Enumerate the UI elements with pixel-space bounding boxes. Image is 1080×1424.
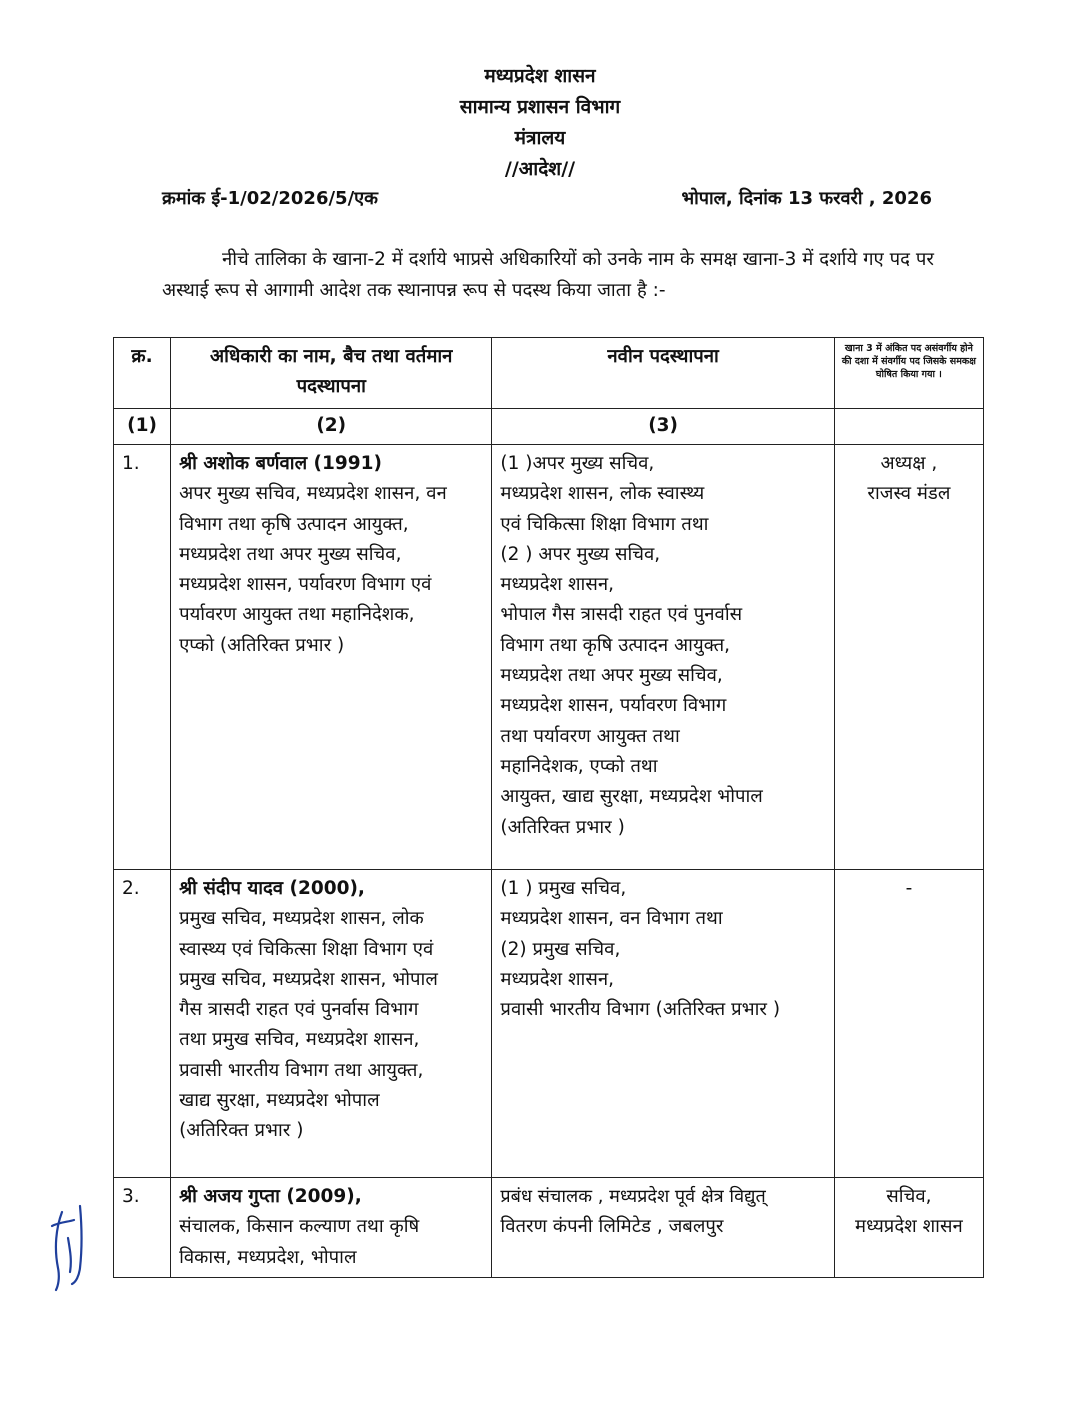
row-equivalent	[834, 870, 983, 1178]
row-sno: 1.	[114, 445, 171, 870]
col-number-4	[834, 409, 983, 445]
row-sno: 2.	[114, 870, 171, 1178]
equivalent-line: मध्यप्रदेश शासन	[855, 1216, 963, 1238]
new-posting-line: (2 ) अपर मुख्य सचिव,	[500, 543, 661, 565]
new-posting-line: मध्यप्रदेश तथा अपर मुख्य सचिव,	[500, 665, 723, 687]
table-row	[114, 445, 984, 870]
row-new-posting	[492, 1178, 834, 1278]
new-posting-line: मध्यप्रदेश शासन,	[500, 574, 615, 596]
header-government: मध्यप्रदेश शासन	[484, 65, 596, 87]
col-number-2: (2)	[171, 409, 492, 445]
col-number-3: (3)	[492, 409, 834, 445]
header-department: सामान्य प्रशासन विभाग	[459, 96, 621, 118]
new-posting-line: महानिदेशक, एप्को तथा	[500, 755, 658, 777]
new-posting-line: (1 )अपर मुख्य सचिव,	[500, 453, 655, 474]
row-equivalent	[834, 445, 983, 870]
row-new-posting	[492, 870, 834, 1178]
current-posting-line: विभाग तथा कृषि उत्पादन आयुक्त,	[179, 513, 409, 535]
officer-name: श्री संदीप यादव (2000),	[179, 878, 365, 899]
header-order: //आदेश//	[504, 158, 576, 180]
current-posting-line: (अतिरिक्त प्रभार )	[179, 1120, 304, 1142]
new-posting-line: भोपाल गैस त्रासदी राहत एवं पुनर्वास	[500, 604, 743, 626]
intro-paragraph: नीचे तालिका के खाना-2 में दर्शाये भाप्रसे अधिकारियों को उनके नाम के समक्ष खाना-3 में दर्शाये गए पद पर अस्थाई रूप से आगामी आदेश तक स्थानापन्न रूप से पदस्थ किया जाता है :-	[162, 249, 934, 301]
new-posting-line: मध्यप्रदेश शासन, लोक स्वास्थ्य	[500, 483, 705, 505]
current-posting-line: एप्को (अतिरिक्त प्रभार )	[179, 634, 345, 656]
row-sno: 3.	[114, 1178, 171, 1278]
new-posting-line: (2) प्रमुख सचिव,	[500, 938, 621, 960]
equivalent-line: राजस्व मंडल	[867, 483, 951, 505]
new-posting-line: (अतिरिक्त प्रभार )	[500, 816, 625, 838]
table-row	[114, 870, 984, 1178]
column-number-row	[114, 409, 984, 445]
current-posting-line: विकास, मध्यप्रदेश, भोपाल	[179, 1246, 357, 1268]
new-posting-line: तथा पर्यावरण आयुक्त तथा	[500, 725, 680, 747]
row-officer	[171, 445, 492, 870]
col-number-1: (1)	[114, 409, 171, 445]
new-posting-line: प्रबंध संचालक , मध्यप्रदेश पूर्व क्षेत्र विद्युत्	[500, 1186, 766, 1207]
current-posting-line: गैस त्रासदी राहत एवं पुनर्वास विभाग	[179, 999, 419, 1021]
header-new-posting: नवीन पदस्थापना	[492, 338, 834, 409]
current-posting-line: मध्यप्रदेश तथा अपर मुख्य सचिव,	[179, 543, 402, 565]
current-posting-line: संचालक, किसान कल्याण तथा कृषि	[179, 1216, 420, 1238]
order-date: भोपाल, दिनांक 13 फरवरी , 2026	[681, 188, 932, 209]
officer-name: श्री अशोक बर्णवाल (1991)	[179, 453, 382, 474]
header-sno: क्र.	[114, 338, 171, 409]
current-posting-line: अपर मुख्य सचिव, मध्यप्रदेश शासन, वन	[179, 483, 447, 505]
table-row	[114, 1178, 984, 1278]
equivalent-line: अध्यक्ष ,	[880, 453, 938, 474]
new-posting-line: एवं चिकित्सा शिक्षा विभाग तथा	[500, 513, 709, 535]
current-posting-line: तथा प्रमुख सचिव, मध्यप्रदेश शासन,	[179, 1029, 420, 1051]
row-officer	[171, 1178, 492, 1278]
current-posting-line: मध्यप्रदेश शासन, पर्यावरण विभाग एवं	[179, 574, 432, 596]
equivalent-line: -	[905, 878, 913, 899]
header-ministry: मंत्रालय	[514, 127, 566, 149]
current-posting-line: खाद्य सुरक्षा, मध्यप्रदेश भोपाल	[179, 1090, 380, 1112]
new-posting-line: (1 ) प्रमुख सचिव,	[500, 878, 627, 899]
new-posting-line: मध्यप्रदेश शासन, वन विभाग तथा	[500, 908, 723, 930]
order-number: क्रमांक ई-1/02/2026/5/एक	[162, 188, 378, 209]
new-posting-line: मध्यप्रदेश शासन, पर्यावरण विभाग	[500, 695, 727, 717]
new-posting-line: प्रवासी भारतीय विभाग (अतिरिक्त प्रभार )	[500, 999, 781, 1021]
current-posting-line: प्रवासी भारतीय विभाग तथा आयुक्त,	[179, 1059, 424, 1081]
officer-name: श्री अजय गुप्ता (2009),	[179, 1186, 362, 1207]
new-posting-line: वितरण कंपनी लिमिटेड , जबलपुर	[500, 1216, 724, 1238]
current-posting-line: पर्यावरण आयुक्त तथा महानिदेशक,	[179, 604, 415, 626]
current-posting-line: प्रमुख सचिव, मध्यप्रदेश शासन, भोपाल	[179, 968, 438, 990]
row-equivalent	[834, 1178, 983, 1278]
current-posting-line: प्रमुख सचिव, मध्यप्रदेश शासन, लोक	[179, 908, 424, 930]
equivalent-line: सचिव,	[886, 1186, 932, 1207]
posting-table	[113, 337, 984, 1278]
new-posting-line: मध्यप्रदेश शासन,	[500, 968, 615, 990]
current-posting-line: स्वास्थ्य एवं चिकित्सा शिक्षा विभाग एवं	[179, 938, 434, 960]
header-officer: अधिकारी का नाम, बैच तथा वर्तमान पदस्थापना	[171, 338, 492, 409]
table-header-row	[114, 338, 984, 409]
row-officer	[171, 870, 492, 1178]
header-equivalent: खाना 3 में अंकित पद असंवर्गीय होने की दशा में संवर्गीय पद जिसके समकक्ष घोषित किया गया ।	[834, 338, 983, 409]
row-new-posting	[492, 445, 834, 870]
signature-initials-icon	[46, 1198, 94, 1294]
new-posting-line: आयुक्त, खाद्य सुरक्षा, मध्यप्रदेश भोपाल	[500, 786, 763, 808]
new-posting-line: विभाग तथा कृषि उत्पादन आयुक्त,	[500, 634, 731, 656]
